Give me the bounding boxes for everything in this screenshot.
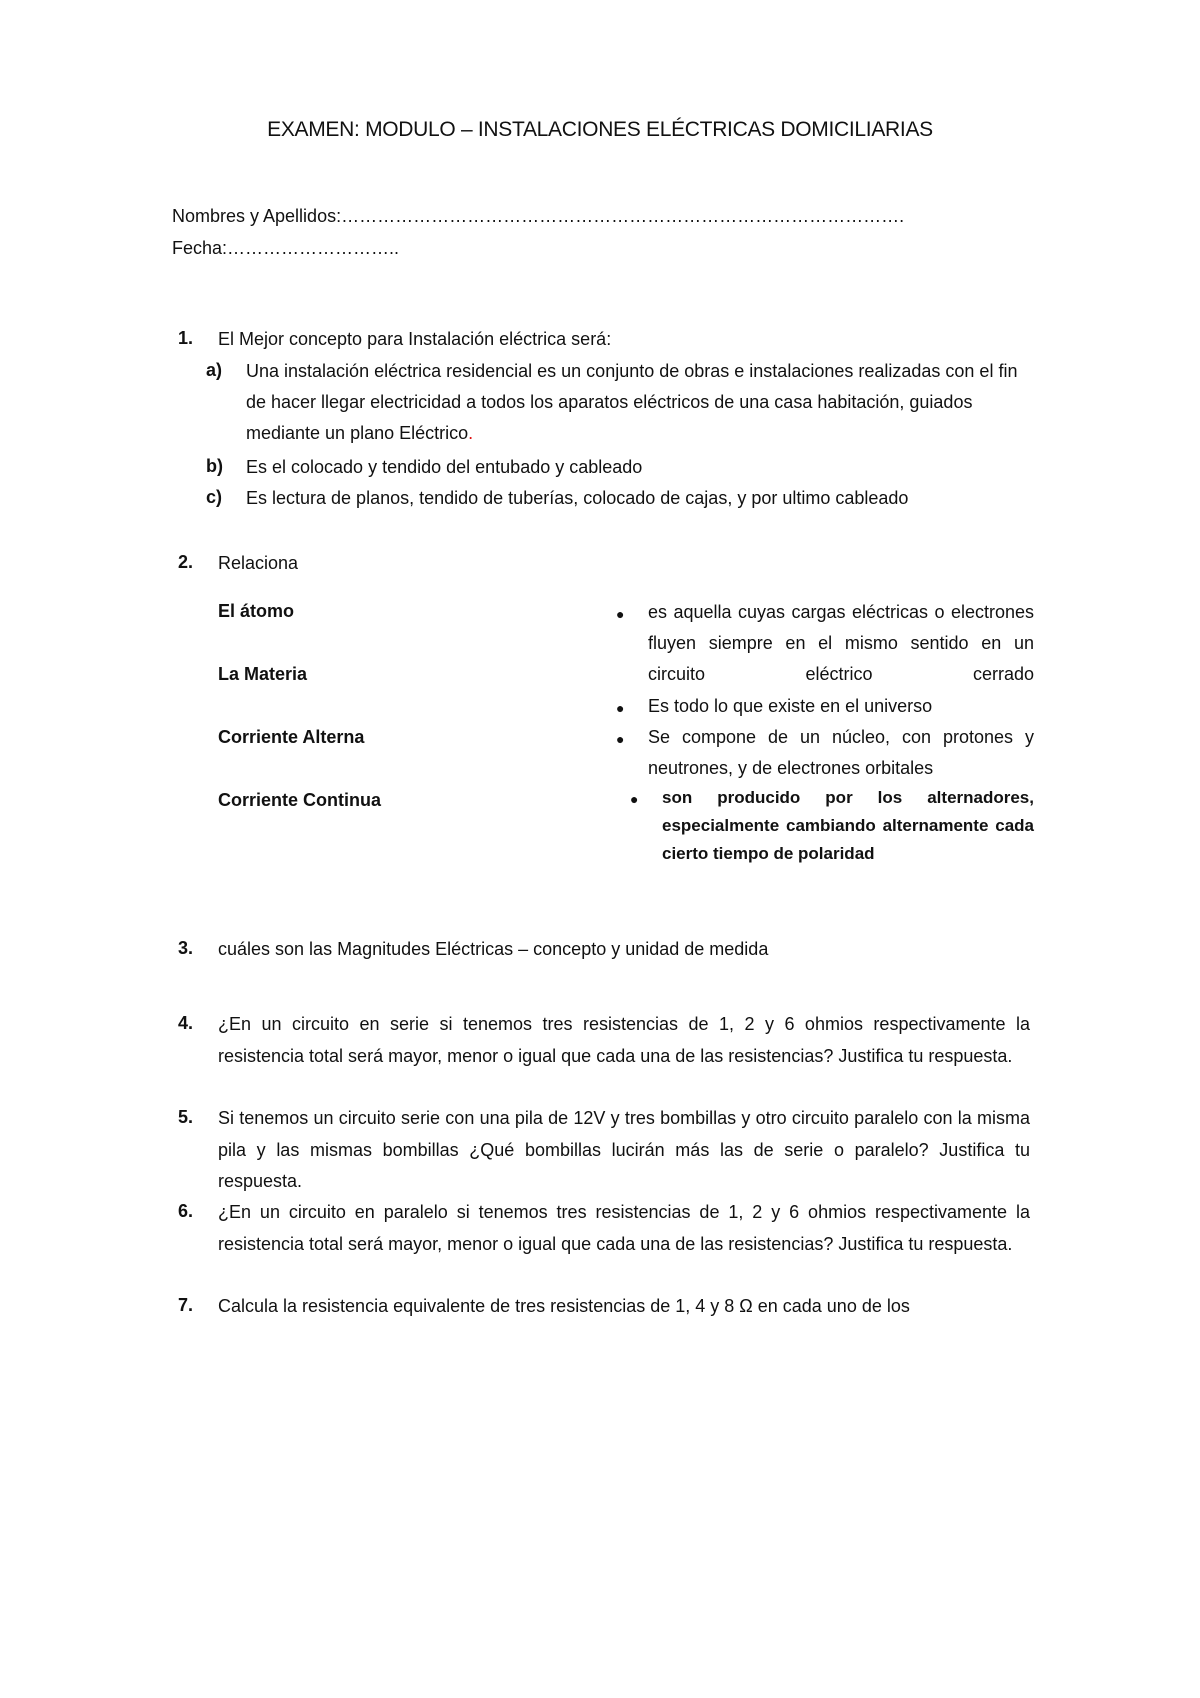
definition-1: es aquella cuyas cargas eléctricas o electrones fluyen siempre en el mismo sentido en un circuito eléctrico cerrado <box>648 602 1034 684</box>
question-number: 4. <box>178 1013 194 1033</box>
option-letter-c: c) <box>206 487 223 507</box>
option-text-a <box>246 356 1036 449</box>
option-text-b: Es el colocado y tendido del entubado y cableado <box>246 457 643 477</box>
option-letter-b: b) <box>206 456 223 476</box>
question-number: 7. <box>178 1295 194 1315</box>
option-a-end-mark: . <box>468 423 474 443</box>
question-number: 2. <box>178 552 194 572</box>
question-text: El Mejor concepto para Instalación eléctrica será: <box>218 329 612 349</box>
bullet-icon: ● <box>616 700 625 716</box>
option-a-body: Una instalación eléctrica residencial es un conjunto de obras e instalaciones realizadas con el fin de hacer llegar electricidad a todos los aparatos eléctricos de una casa habitación, guiados mediante un plano Eléctrico <box>246 361 1018 443</box>
question-text: Relaciona <box>218 553 299 573</box>
question-text: Calcula la resistencia equivalente de tres resistencias de 1, 4 y 8 Ω en cada uno de los <box>218 1296 910 1316</box>
question-text: ¿En un circuito en paralelo si tenemos tres resistencias de 1, 2 y 6 ohmios respectivamente la resistencia total será mayor, menor o igual que cada una de las resistencias? Justifica tu respuesta. <box>218 1202 1030 1254</box>
definition-2: Es todo lo que existe en el universo <box>648 696 933 716</box>
term-materia: La Materia <box>218 664 308 684</box>
term-corriente-continua: Corriente Continua <box>218 790 382 810</box>
definition-3: Se compone de un núcleo, con protones y neutrones, y de electrones orbitales <box>648 727 1034 778</box>
bullet-icon: ● <box>616 606 625 622</box>
name-field-label: Nombres y Apellidos:…………………………………………………………………………………. <box>172 206 905 226</box>
question-text: ¿En un circuito en serie si tenemos tres resistencias de 1, 2 y 6 ohmios respectivamente la resistencia total será mayor, menor o igual que cada una de las resistencias? Justifica tu respuesta. <box>218 1014 1030 1066</box>
bullet-icon: ● <box>630 791 639 807</box>
option-letter-a: a) <box>206 360 223 380</box>
question-number: 1. <box>178 328 194 348</box>
question-number: 5. <box>178 1107 194 1127</box>
question-number: 6. <box>178 1201 194 1221</box>
question-text: Si tenemos un circuito serie con una pila de 12V y tres bombillas y otro circuito paralelo con la misma pila y las mismas bombillas ¿Qué bombillas lucirán más las de serie o paralelo? Justifica tu respuesta. <box>218 1108 1030 1191</box>
question-text: cuáles son las Magnitudes Eléctricas – concepto y unidad de medida <box>218 939 769 959</box>
term-atomo: El átomo <box>218 601 295 621</box>
exam-title: EXAMEN: MODULO – INSTALACIONES ELÉCTRICAS DOMICILIARIAS <box>267 118 933 141</box>
definition-4: son producido por los alternadores, especialmente cambiando alternamente cada cierto tiempo de polaridad <box>662 788 1034 863</box>
question-number: 3. <box>178 938 194 958</box>
term-corriente-alterna: Corriente Alterna <box>218 727 365 747</box>
option-text-c: Es lectura de planos, tendido de tuberías, colocado de cajas, y por ultimo cableado <box>246 488 909 508</box>
date-field-label: Fecha:……………………….. <box>172 238 400 258</box>
bullet-icon: ● <box>616 731 625 747</box>
